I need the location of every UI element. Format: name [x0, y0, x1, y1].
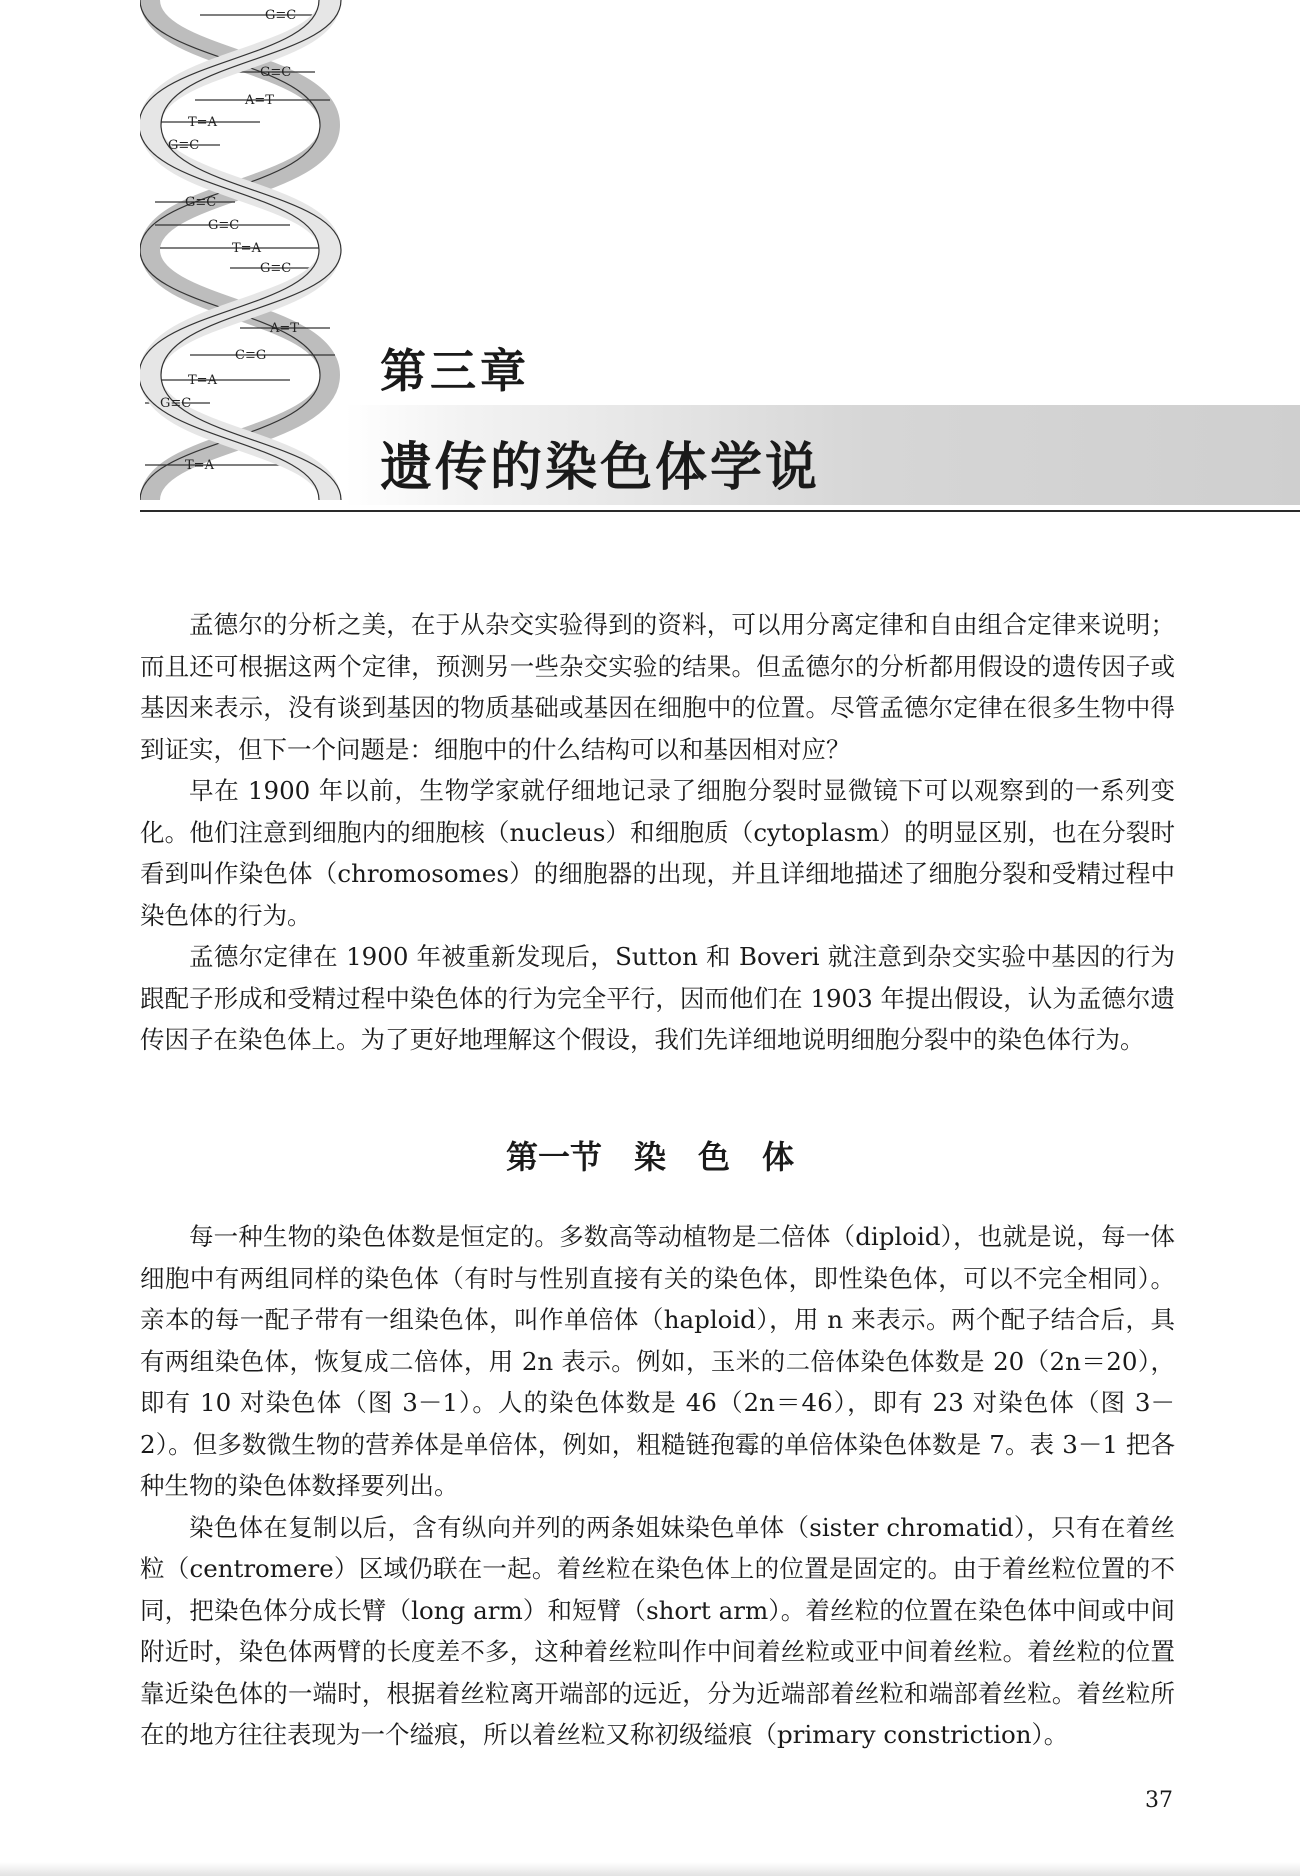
- section-title: [0, 1132, 1300, 1178]
- base-pair-label: T=A: [232, 241, 261, 256]
- base-pair-label: C≡G: [235, 348, 267, 363]
- chapter-number: 第三章: [380, 344, 530, 398]
- header-divider: [140, 510, 1300, 512]
- page-number: 37: [1145, 1788, 1173, 1813]
- chapter-title: 遗传的染色体学说: [380, 438, 821, 498]
- paragraph: 孟德尔的分析之美，在于从杂交实验得到的资料，可以用分离定律和自由组合定律来说明；而且还可根据这两个定律，预测另一些杂交实验的结果。但孟德尔的分析都用假设的遗传因子或基因来表示，没有谈到基因的物质基础或基因在细胞中的位置。尽管孟德尔定律在很多生物中得到证实，但下一个问题是：细胞中的什么结构可以和基因相对应？: [140, 610, 1175, 764]
- base-pair-label: A=T: [245, 93, 274, 108]
- base-pair-label: G≡C: [208, 218, 240, 233]
- paragraph: 染色体在复制以后，含有纵向并列的两条姐妹染色单体（sister chromatid），只有在着丝粒（centromere）区域仍联在一起。着丝粒在染色体上的位置是固定的。由于着丝粒位置的不同，把染色体分成长臂（long arm）和短臂（short arm）。着丝粒的位置在染色体中间或中间附近时，染色体两臂的长度差不多，这种着丝粒叫作中间着丝粒或亚中间着丝粒。着丝粒的位置靠近染色体的一端时，根据着丝粒离开端部的远近，分为近端部着丝粒和端部着丝粒。着丝粒所在的地方往往表现为一个缢痕，所以着丝粒又称初级缢痕（primary constriction）。: [140, 1512, 1175, 1749]
- section-text: [140, 1216, 1175, 1756]
- base-pair-label: A=T: [270, 321, 299, 336]
- base-pair-label: G≡C: [265, 8, 297, 23]
- base-pair-label: G≡C: [260, 261, 292, 276]
- paragraph: 孟德尔定律在 1900 年被重新发现后，Sutton 和 Boveri 就注意到杂交实验中基因的行为跟配子形成和受精过程中染色体的行为完全平行，因而他们在 1903 年提出假设，认为孟德尔遗传因子在染色体上。为了更好地理解这个假设，我们先详细地说明细胞分裂中的染色体行为。: [140, 942, 1175, 1054]
- base-pair-label: T=A: [185, 458, 214, 473]
- paragraph: 早在 1900 年以前，生物学家就仔细地记录了细胞分裂时显微镜下可以观察到的一系列变化。他们注意到细胞内的细胞核（nucleus）和细胞质（cytoplasm）的明显区别，也在分裂时看到叫作染色体（chromosomes）的细胞器的出现，并且详细地描述了细胞分裂和受精过程中染色体的行为。: [140, 776, 1175, 930]
- intro-text: [140, 604, 1175, 1061]
- dna-helix-illustration: [140, 0, 350, 500]
- section-name: 染 色 体: [634, 1138, 795, 1176]
- section-number: 第一节: [505, 1138, 602, 1176]
- base-pair-label: G≡C: [168, 138, 200, 153]
- base-pair-label: G≡C: [260, 65, 292, 80]
- base-pair-label: G≡C: [185, 195, 217, 210]
- base-pair-label: T=A: [188, 115, 217, 130]
- base-pair-label: T=A: [188, 373, 217, 388]
- base-pair-label: G≡C: [160, 396, 192, 411]
- page-bottom-edge: [0, 1862, 1300, 1876]
- paragraph: 每一种生物的染色体数是恒定的。多数高等动植物是二倍体（diploid），也就是说，每一体细胞中有两组同样的染色体（有时与性别直接有关的染色体，即性染色体，可以不完全相同）。亲本的每一配子带有一组染色体，叫作单倍体（haploid），用 n 来表示。两个配子结合后，具有两组染色体，恢复成二倍体，用 2n 表示。例如，玉米的二倍体染色体数是 20（2n＝20），即有 10 对染色体（图 3－1）。人的染色体数是 46（2n＝46），即有 23 对染色体（图 3－2）。但多数微生物的营养体是单倍体，例如，粗糙链孢霉的单倍体染色体数是 7。表 3－1 把各种生物的染色体数择要列出。: [140, 1222, 1175, 1500]
